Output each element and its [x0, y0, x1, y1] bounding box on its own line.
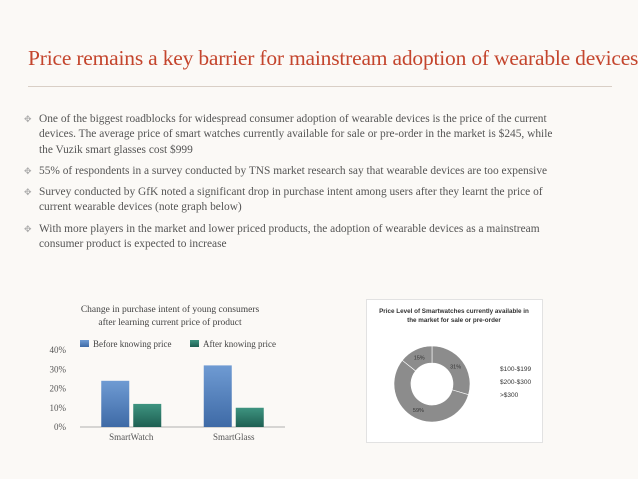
bullet-line: the Vuzik smart glasses cost $999	[39, 143, 193, 156]
bar-smartwatch-after	[133, 404, 161, 427]
chart-title-line: Change in purchase intent of young consumers	[80, 305, 260, 315]
bullet-item	[24, 222, 614, 253]
x-tick-label: SmartWatch	[109, 432, 154, 442]
y-tick-label: 10%	[49, 402, 66, 413]
bullet-line: Survey conducted by GfK noted a significant drop in purchase intent among users after they learnt the price of	[39, 186, 543, 199]
title-divider	[28, 86, 612, 87]
bullet-list	[24, 112, 614, 258]
y-tick-label: 0%	[54, 422, 66, 432]
bullet-line: devices. The average price of smart watches currently available for sale or pre-order in the market is $245, while	[39, 128, 553, 141]
y-tick-label: 30%	[49, 364, 66, 375]
donut-slice	[432, 346, 470, 395]
chart-title-line: the market for sale or pre-order	[407, 317, 501, 324]
chart-title-line: after learning current price of product	[98, 318, 242, 328]
bar-smartwatch-before	[101, 381, 129, 427]
y-tick-label: 20%	[49, 383, 66, 394]
bullet-item	[24, 185, 614, 216]
purchase-intent-chart	[40, 300, 300, 450]
bullet-item	[24, 164, 614, 179]
bullet-item	[24, 112, 614, 158]
bar-smartglass-before	[204, 365, 232, 427]
y-tick-label: 40%	[49, 345, 66, 355]
chart-title-line: Price Level of Smartwatches currently available in	[379, 308, 529, 315]
legend-label-after: After knowing price	[203, 339, 276, 349]
slice-value-label: 59%	[412, 408, 424, 415]
bar-chart-svg	[40, 300, 300, 450]
price-level-chart	[366, 299, 543, 443]
legend-label: $100-$199	[500, 366, 532, 373]
slice-value-label: 15%	[413, 355, 425, 362]
bar-marks	[101, 365, 264, 442]
bullet-line: With more players in the market and lower priced products, the adoption of wearable devices as a mainstream	[39, 222, 540, 235]
donut-marks	[394, 346, 470, 422]
legend-swatch-after	[190, 340, 199, 347]
bullet-line: One of the biggest roadblocks for widespread consumer adoption of wearable devices is the price of the current	[39, 113, 547, 125]
bullet-icon: ✥	[24, 165, 32, 176]
legend-label: $200-$300	[500, 379, 532, 386]
donut-chart-svg	[367, 300, 542, 442]
bar-smartglass-after	[236, 408, 264, 427]
bullet-line: consumer product is expected to increase	[39, 238, 227, 251]
legend-label: >$300	[500, 392, 519, 399]
bullet-icon: ✥	[24, 187, 32, 198]
bullet-icon: ✥	[24, 114, 32, 124]
bullet-line: current wearable devices (note graph below)	[39, 201, 242, 214]
x-tick-label: SmartGlass	[213, 432, 255, 442]
legend-swatch-before	[80, 340, 89, 347]
slide-title: Price remains a key barrier for mainstream adoption of wearable devices	[28, 46, 638, 70]
legend-label-before: Before knowing price	[93, 339, 172, 349]
bullet-icon: ✥	[24, 223, 32, 234]
bullet-line: 55% of respondents in a survey conducted by TNS market research say that wearable devices are too expensive	[39, 164, 548, 177]
slice-value-label: 31%	[450, 364, 462, 371]
